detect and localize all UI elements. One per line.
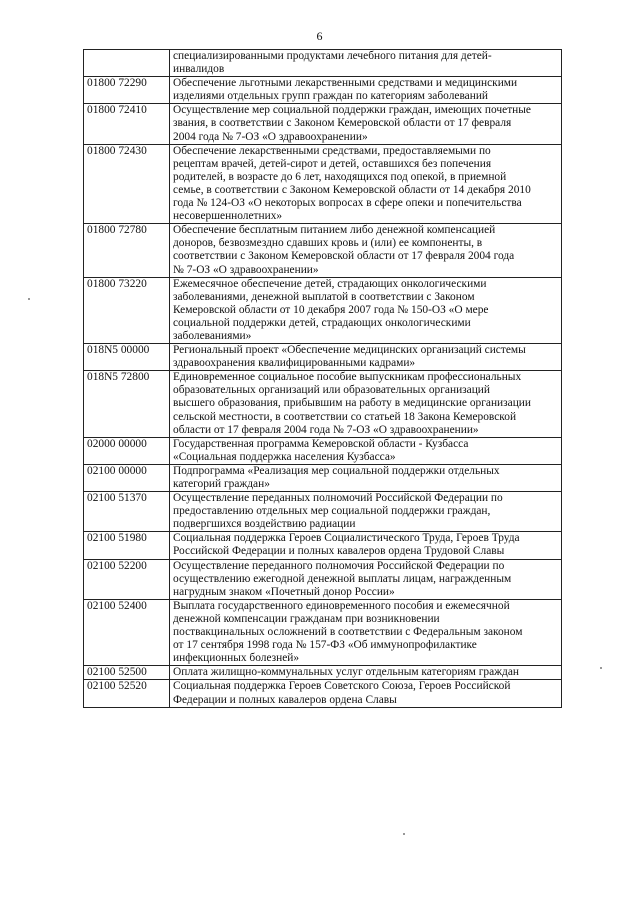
scan-speck: [28, 298, 30, 300]
description-cell: [170, 532, 562, 559]
table-body: [84, 50, 562, 708]
description-line: Оплата жилищно-коммунальных услуг отдельным категориям граждан: [173, 666, 519, 679]
budget-code-cell: 01800 73220: [84, 277, 170, 343]
description-line: заболеваниями»: [173, 329, 252, 342]
description-line: Обеспечение льготными лекарственными средствами и медицинскими: [173, 77, 518, 90]
description-line: Региональный проект «Обеспечение медицинских организаций системы: [173, 344, 526, 357]
description-line: Социальная поддержка Героев Социалистического Труда, Героев Труда: [173, 532, 520, 545]
description-cell: [170, 104, 562, 144]
description-line: 2004 года № 7-ОЗ «О здравоохранении»: [173, 130, 368, 143]
budget-code-cell: 01800 72290: [84, 77, 170, 104]
table-row: [84, 559, 562, 599]
table-row: [84, 492, 562, 532]
description-line: заболеваниями, денежной выплатой в соответствии с Законом: [173, 290, 475, 303]
budget-classification-table: [83, 49, 562, 708]
budget-code-cell: 018N5 72800: [84, 371, 170, 437]
description-line: осуществлению ежегодной денежной выплаты лицам, награжденным: [173, 572, 512, 585]
table-row: [84, 277, 562, 343]
scan-speck: [403, 833, 405, 835]
description-line: предоставлению отдельных мер социальной поддержки граждан,: [173, 505, 491, 518]
description-line: Федерации и полных кавалеров ордена Славы: [173, 693, 397, 706]
description-cell: [170, 437, 562, 464]
table-row: [84, 437, 562, 464]
budget-code-cell: [84, 50, 170, 77]
description-line: Социальная поддержка Героев Советского Союза, Героев Российской: [173, 680, 511, 693]
table-row: [84, 599, 562, 665]
description-line: Обеспечение бесплатным питанием либо денежной компенсацией: [173, 224, 496, 237]
description-cell: [170, 144, 562, 224]
description-line: здравоохранения квалифицированными кадрами»: [173, 357, 416, 370]
budget-code-cell: 02000 00000: [84, 437, 170, 464]
description-cell: [170, 224, 562, 277]
description-line: № 7-ОЗ «О здравоохранении»: [173, 263, 319, 276]
description-cell: [170, 492, 562, 532]
description-line: Осуществление мер социальной поддержки граждан, имеющих почетные: [173, 104, 531, 117]
description-line: соответствии с Законом Кемеровской области от 17 февраля 2004 года: [173, 250, 515, 263]
budget-code-cell: 02100 52520: [84, 680, 170, 707]
description-line: доноров, безвозмездно сдавших кровь и (или) ее компоненты, в: [173, 237, 483, 250]
table-row: [84, 144, 562, 224]
budget-code-cell: 02100 52400: [84, 599, 170, 665]
budget-code-cell: 01800 72410: [84, 104, 170, 144]
budget-code-cell: 02100 51980: [84, 532, 170, 559]
description-line: от 17 сентября 1998 года № 157-ФЗ «Об иммунопрофилактике: [173, 639, 477, 652]
description-line: года № 124-ОЗ «О некоторых вопросах в сфере опеки и попечительства: [173, 197, 522, 210]
description-line: инфекционных болезней»: [173, 652, 300, 665]
description-line: подвергшихся воздействию радиации: [173, 518, 356, 531]
table-row: [84, 344, 562, 371]
description-line: инвалидов: [173, 63, 225, 76]
description-cell: [170, 666, 562, 680]
description-line: Подпрограмма «Реализация мер социальной поддержки отдельных: [173, 464, 500, 477]
budget-code-cell: 02100 51370: [84, 492, 170, 532]
description-cell: [170, 371, 562, 437]
description-line: Российской Федерации и полных кавалеров ордена Трудовой Славы: [173, 545, 505, 558]
description-line: Выплата государственного единовременного пособия и ежемесячной: [173, 599, 510, 612]
description-cell: [170, 680, 562, 707]
table-row: [84, 104, 562, 144]
description-cell: [170, 464, 562, 491]
description-line: Ежемесячное обеспечение детей, страдающих онкологическими: [173, 277, 487, 290]
scan-speck: [600, 667, 602, 669]
budget-code-cell: 02100 52500: [84, 666, 170, 680]
description-line: Осуществление переданного полномочия Российской Федерации по: [173, 559, 505, 572]
description-line: Осуществление переданных полномочий Российской Федерации по: [173, 492, 503, 505]
description-cell: [170, 344, 562, 371]
table-row: [84, 77, 562, 104]
description-line: семье, в соответствии с Законом Кемеровской области от 14 декабря 2010: [173, 183, 531, 196]
description-line: «Социальная поддержка населения Кузбасса»: [173, 450, 396, 463]
description-line: Государственная программа Кемеровской области - Кузбасса: [173, 437, 469, 450]
description-line: Обеспечение лекарственными средствами, предоставляемыми по: [173, 144, 491, 157]
description-cell: [170, 77, 562, 104]
description-line: поствакцинальных осложнений в соответствии с Федеральным законом: [173, 626, 523, 639]
description-line: специализированными продуктами лечебного питания для детей-: [173, 50, 492, 62]
page-number: 6: [316, 29, 323, 43]
description-line: области от 17 февраля 2004 года № 7-ОЗ «О здравоохранении»: [173, 423, 479, 436]
table-row: [84, 666, 562, 680]
description-line: рецептам врачей, детей-сирот и детей, оставшихся без попечения: [173, 157, 492, 170]
table-row: [84, 50, 562, 77]
description-line: высшего образования, прибывшим на работу в медицинские организации: [173, 397, 531, 410]
table-row: [84, 680, 562, 707]
table-row: [84, 464, 562, 491]
description-line: Кемеровской области от 10 декабря 2007 года № 150-ОЗ «О мере: [173, 303, 489, 316]
description-line: звания, в соответствии с Законом Кемеровской области от 17 февраля: [173, 117, 512, 130]
description-line: социальной поддержки детей, страдающих онкологическими: [173, 316, 471, 329]
table-row: [84, 371, 562, 437]
description-line: категорий граждан»: [173, 478, 270, 490]
description-cell: [170, 277, 562, 343]
budget-code-cell: 018N5 00000: [84, 344, 170, 371]
table-row: [84, 224, 562, 277]
budget-code-cell: 01800 72780: [84, 224, 170, 277]
description-cell: [170, 559, 562, 599]
budget-code-cell: 02100 52200: [84, 559, 170, 599]
description-line: несовершеннолетних»: [173, 210, 283, 223]
description-cell: [170, 50, 562, 77]
budget-code-cell: 02100 00000: [84, 464, 170, 491]
description-line: образовательных организаций или образовательных организаций: [173, 384, 491, 397]
description-cell: [170, 599, 562, 665]
description-line: сельской местности, в соответствии со статьей 18 Закона Кемеровской: [173, 410, 517, 423]
description-line: денежной компенсации гражданам при возникновении: [173, 612, 440, 625]
description-line: нагрудным знаком «Почетный донор России»: [173, 585, 395, 598]
description-line: Единовременное социальное пособие выпускникам профессиональных: [173, 371, 522, 384]
budget-code-cell: 01800 72430: [84, 144, 170, 224]
description-line: родителей, в возрасте до 6 лет, находящихся под опекой, в приемной: [173, 170, 507, 183]
table-row: [84, 532, 562, 559]
description-line: изделиями отдельных групп граждан по категориям заболеваний: [173, 90, 489, 103]
